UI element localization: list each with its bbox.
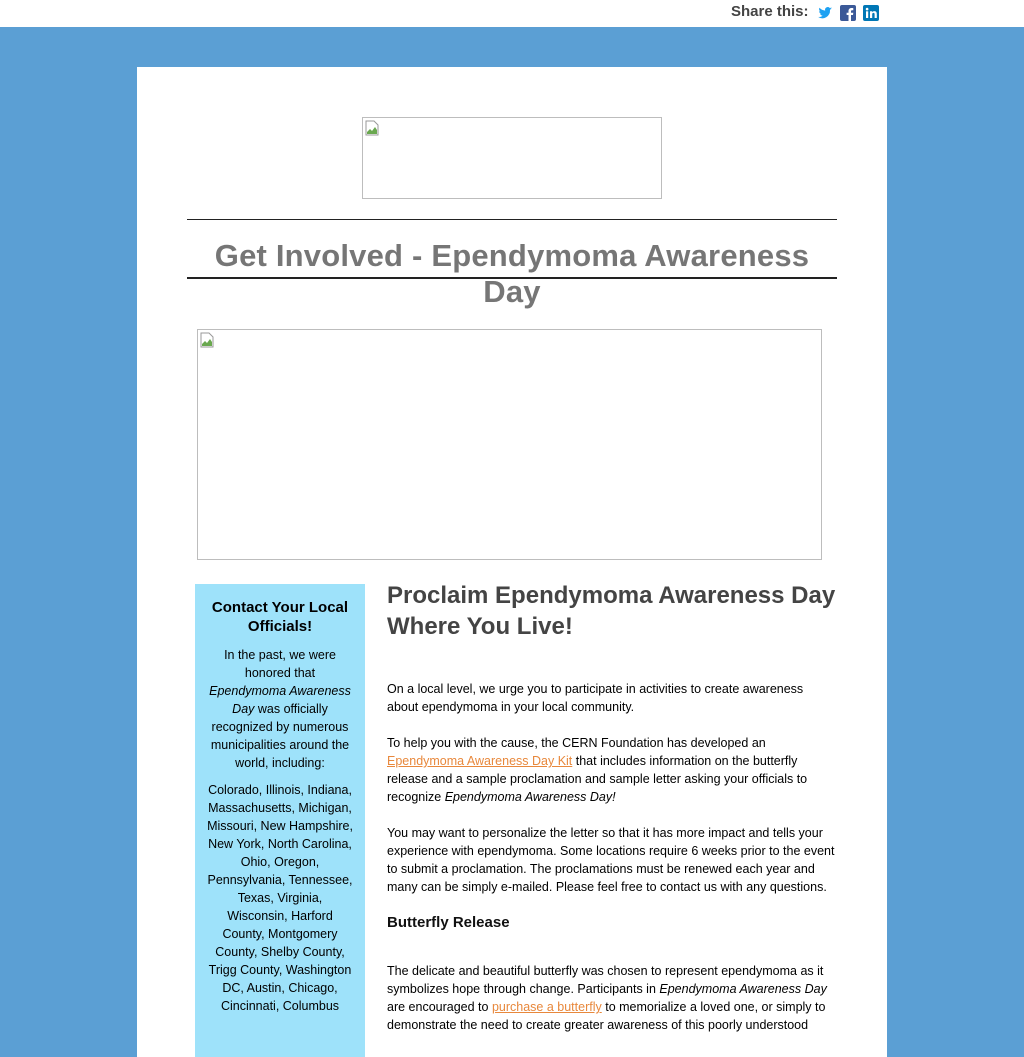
twitter-icon[interactable] [817, 5, 833, 21]
kit-text: To help you with the cause, the CERN Foundation has developed an [387, 736, 766, 750]
sidebar-intro-text-end: was officially recognized by numerous municipalities around the world, including: [210, 702, 350, 770]
linkedin-icon[interactable] [863, 5, 879, 21]
paragraph-intro: On a local level, we urge you to participate in activities to create awareness about ependymoma in your local community. [387, 682, 804, 714]
butterfly-text: The delicate and beautiful butterfly was chosen to represent ependymoma as it symbolizes hope through change. Participants in [387, 964, 824, 996]
broken-image-icon [200, 332, 214, 348]
butterfly-emphasis: Ependymoma Awareness Day [659, 982, 827, 996]
sidebar-intro [207, 646, 353, 772]
paragraph-personalize: You may want to personalize the letter so that it has more impact and tells your experience with ependymoma. Some locations require 6 weeks prior to the event to submit a proclamation. The proclamations must be renewed each year and many can be simply e-mailed. Please feel free to contact us with any questions. [387, 826, 835, 894]
awareness-day-kit-link[interactable]: Ependymoma Awareness Day Kit [387, 754, 573, 768]
main-heading: Proclaim Ependymoma Awareness Day Where You Live! [387, 582, 836, 640]
sidebar-locations: Colorado, Illinois, Indiana, Massachusetts, Michigan, Missouri, New Hampshire, New York, North Carolina, Ohio, Oregon, Pennsylvania, Tennessee, Texas, Virginia, Wisconsin, Harford County, Montgomery County, Shelby County, Trigg County, Washington DC, Austin, Chicago, Cincinnati, Columbus [207, 783, 353, 1013]
purchase-butterfly-link[interactable]: purchase a butterfly [491, 1000, 602, 1014]
butterfly-text-mid: are encouraged to [387, 1000, 492, 1014]
share-label: Share this: [731, 3, 809, 20]
paragraph-kit [387, 734, 837, 806]
contact-officials-sidebar [195, 584, 365, 1057]
butterfly-text-end: to memorialize a loved one, or simply to demonstrate the need to create greater awareness of this poorly understood [387, 1000, 826, 1032]
share-bar [0, 0, 1024, 27]
divider-bottom [187, 277, 837, 279]
broken-image-icon [365, 120, 379, 136]
kit-text-end: that includes information on the butterfly release and a sample proclamation and sample letter asking your officials to recognize [387, 754, 808, 804]
banner-image [197, 329, 822, 560]
logo-image [362, 117, 662, 199]
content-card [137, 67, 887, 1057]
page-title: Get Involved - Ependymoma Awareness Day [214, 238, 810, 309]
sidebar-intro-text: In the past, we were honored that [224, 648, 336, 680]
sidebar-title: Contact Your Local Officials! [211, 599, 349, 635]
paragraph-butterfly [387, 962, 837, 1034]
share-icons [817, 5, 879, 21]
butterfly-release-heading: Butterfly Release [387, 914, 510, 931]
main-content [387, 580, 837, 1052]
facebook-icon[interactable] [840, 5, 856, 21]
sidebar-intro-emphasis: Ependymoma Awareness Day [209, 684, 351, 716]
divider-top [187, 219, 837, 220]
kit-emphasis: Ependymoma Awareness Day! [444, 790, 616, 804]
